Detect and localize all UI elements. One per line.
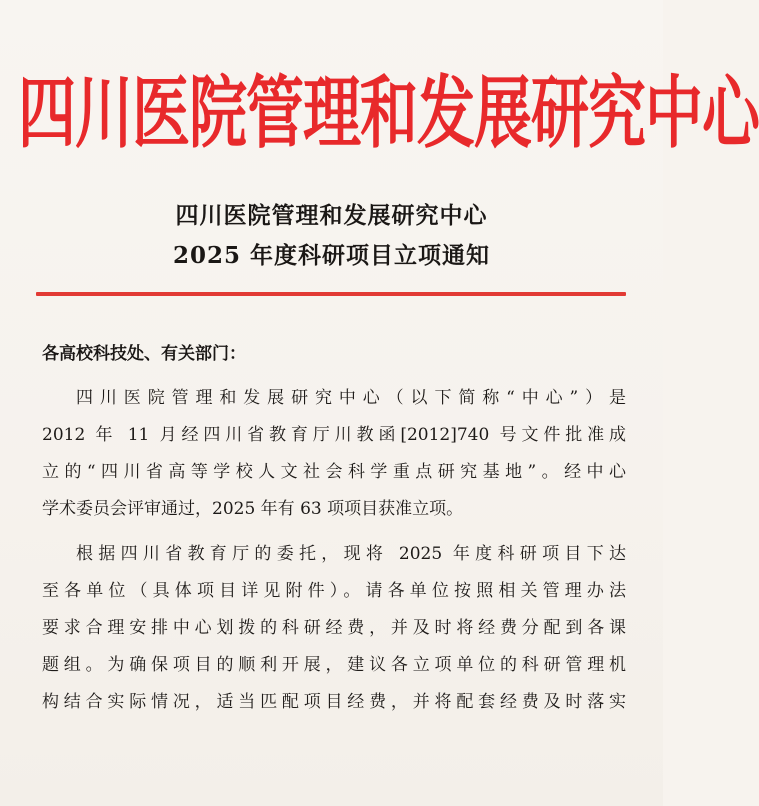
paragraph-gap bbox=[42, 528, 626, 536]
document-title bbox=[0, 196, 663, 276]
paragraph-line: 至各单位（具体项目详见附件）。请各单位按照相关管理办法 bbox=[42, 581, 626, 601]
body-text bbox=[42, 380, 626, 721]
paragraph-line: 题组。为确保项目的顺利开展，建议各立项单位的科研管理机 bbox=[42, 655, 626, 675]
paragraph-line: 2012 年 11 月经四川省教育厅川教函[2012]740 号文件批准成 bbox=[42, 425, 626, 445]
title-line-notice: 2025 年度科研项目立项通知 bbox=[172, 242, 491, 269]
title-line-organization: 四川医院管理和发展研究中心 bbox=[175, 202, 488, 229]
paragraph-line: 要求合理安排中心划拨的科研经费，并及时将经费分配到各课 bbox=[42, 618, 626, 638]
greeting-salutation: 各高校科技处、有关部门： bbox=[42, 344, 246, 364]
paragraph-line: 立的“四川省高等学校人文社会科学重点研究基地”。经中心 bbox=[42, 462, 626, 482]
red-divider-rule bbox=[36, 292, 626, 296]
paragraph-line: 构结合实际情况，适当匹配项目经费，并将配套经费及时落实 bbox=[42, 692, 626, 712]
paragraph-line: 四川医院管理和发展研究中心（以下简称“中心”）是 bbox=[76, 388, 626, 408]
paragraph-2 bbox=[42, 536, 626, 721]
red-masthead: 四川医院管理和发展研究中心 bbox=[18, 67, 759, 159]
paragraph-1 bbox=[42, 380, 626, 528]
paragraph-line: 根据四川省教育厅的委托，现将 2025 年度科研项目下达 bbox=[76, 544, 626, 564]
paragraph-line: 学术委员会评审通过，2025 年有 63 项项目获准立项。 bbox=[42, 499, 464, 519]
